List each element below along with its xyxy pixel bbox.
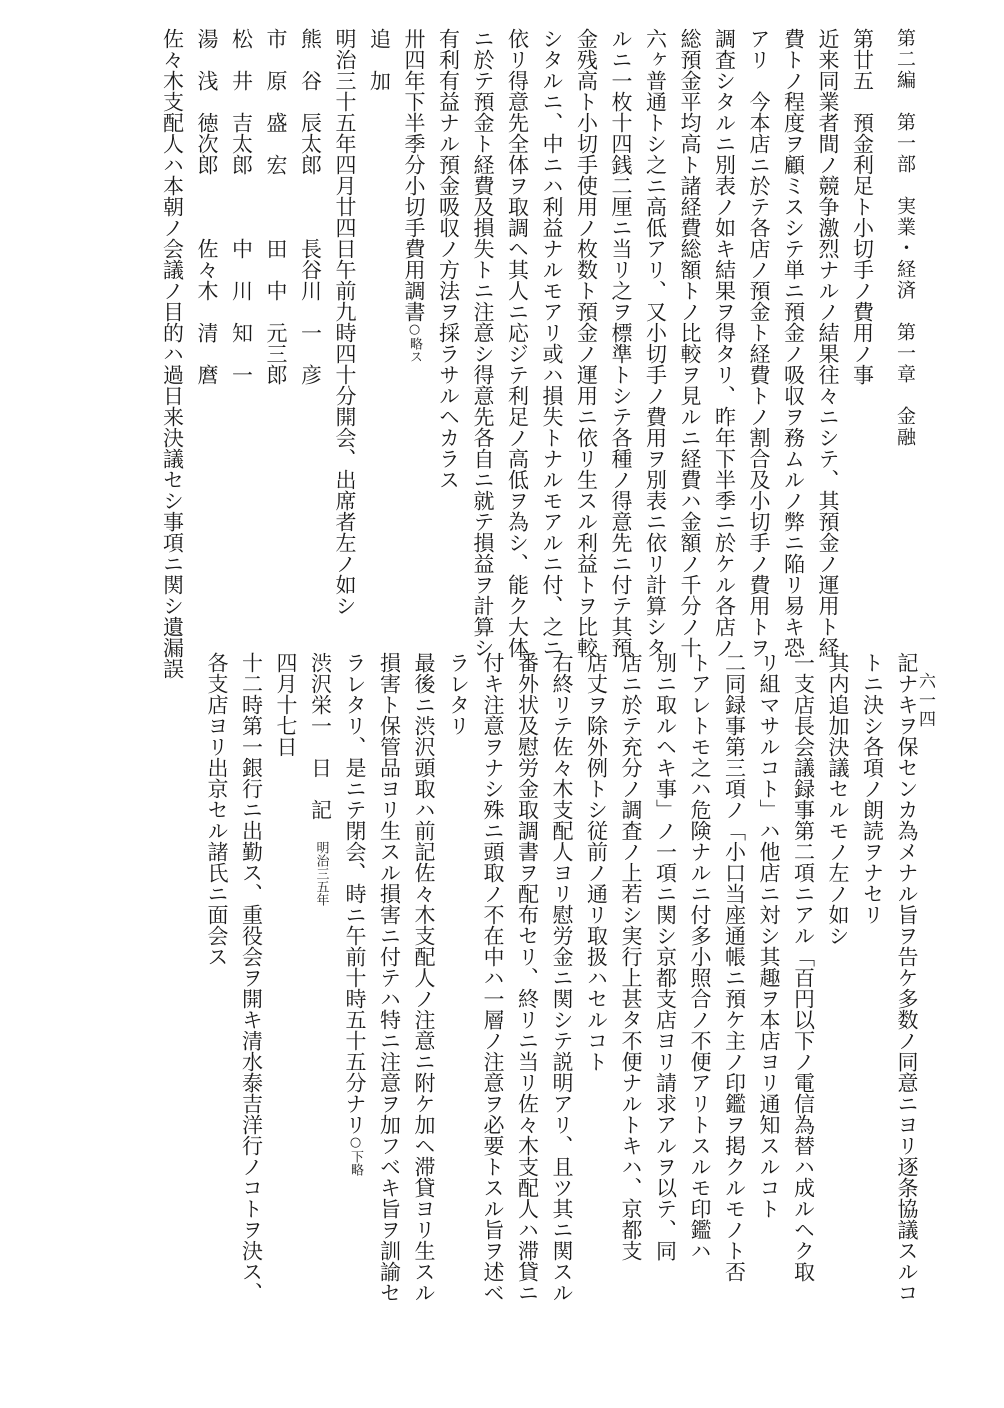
text-column: 近来同業者間ノ競争激烈ナルノ結果往々ニシテ、其預金ノ運用ト経: [816, 28, 840, 658]
attendee-row: 熊 谷 辰太郎 長谷川 一 彦: [298, 28, 323, 385]
text-column: 十二時第一銀行ニ出勤ス、重役会ヲ開キ清水泰吉洋行ノコトヲ決ス、: [239, 652, 264, 1303]
text-column: 番外状及慰労金取調書ヲ配布セリ、終リニ当リ佐々木支配人ハ滞貸ニ: [515, 652, 540, 1303]
omit-note: ○略ス: [407, 322, 422, 363]
text-column: 金残高ト小切手使用ノ枚数ト預金ノ運用ニ依リ生スル利益トヲ比較: [574, 28, 599, 658]
section-heading: 第廿五 預金利足ト小切手ノ費用ノ事: [850, 28, 875, 385]
addendum-heading: 追 加: [367, 28, 392, 91]
text-column: 店丈ヲ除外例トシ従前ノ通リ取扱ハセルコト: [584, 652, 609, 1072]
text-column: 別ニ取ルヘキ事」ノ一項ニ関シ京都支店ヨリ請求アルヲ以テ、同: [653, 652, 678, 1261]
text-column: ラレタリ: [446, 652, 471, 736]
text-column: 各支店ヨリ出京セル諸氏ニ面会ス: [205, 652, 229, 967]
report-title-column: [397, 28, 432, 638]
text-column: トアレトモ之ハ危険ナルニ付多小照合ノ不便アリトスルモ印鑑ハ: [688, 652, 712, 1261]
diary-title: 渋沢栄一 日 記: [308, 652, 333, 820]
lower-text-block: [200, 652, 925, 1342]
text-column: 佐々木支配人ハ本朝ノ会議ノ目的ハ過日来決議セシ事項ニ関シ遺漏誤: [160, 28, 185, 679]
closing-column: [338, 652, 373, 1342]
attendee-row: 市 原 盛 宏 田 中 元三郎: [264, 28, 288, 385]
text-column: 最後ニ渋沢頭取ハ前記佐々木支配人ノ注意ニ附ケ加ヘ滞貸ヨリ生スル: [412, 652, 436, 1303]
upper-text-block: [155, 28, 922, 679]
text-column: アリ 今本店ニ於テ各店ノ預金ト経費トノ割合及小切手ノ費用トヲ: [747, 28, 771, 658]
closing-text: ラレタリ、是ニテ閉会、時ニ午前十時五十五分ナリ: [343, 652, 367, 1135]
page-number: 六一四: [915, 672, 935, 729]
text-column: ニ於テ預金ト経費及損失トニ注意シ得意先各自ニ就テ損益ヲ計算シ: [471, 28, 495, 658]
text-column: 付キ注意ヲナシ殊ニ頭取ノ不在中ハ一層ノ注意ヲ必要トスル旨ヲ述ベ: [481, 652, 505, 1303]
text-column: 費トノ程度ヲ顧ミスシテ単ニ預金ノ吸収ヲ務ムルノ弊ニ陥リ易キ恐: [781, 28, 806, 658]
attendee-row: 松 井 吉太郎 中 川 知 一: [229, 28, 254, 385]
text-column: 損害ト保管品ヨリ生スル損害ニ付テハ特ニ注意ヲ加フベキ旨ヲ訓諭セ: [377, 652, 402, 1303]
diary-date: 四月十七日: [274, 652, 298, 757]
diary-title-column: [303, 652, 338, 1342]
text-column: 一支店長会議録事第二項ニアル「百円以下ノ電信為替ハ成ルヘク取: [791, 652, 816, 1282]
text-column: 総預金平均高ト諸経費総額トノ比較ヲ見ルニ経費ハ金額ノ千分ノ十: [678, 28, 702, 658]
text-column: リ組マサルコト」ハ他店ニ対シ其趣ヲ本店ヨリ通知スルコト: [757, 652, 781, 1219]
running-head: 第二編 第一部 実業・経済 第一章 金融: [894, 28, 916, 448]
text-column: シタルニ、中ニハ利益ナルモアリ或ハ損失トナルモアルニ付、之ニ: [540, 28, 564, 658]
text-column: 有利有益ナル預金吸収ノ方法ヲ採ラサルヘカラス: [436, 28, 461, 490]
text-column: 六ヶ普通トシ之ニ高低アリ、又小切手ノ費用ヲ別表ニ依リ計算シタ: [643, 28, 668, 658]
text-column: 明治三十五年四月廿四日午前九時四十分開会、出席者左ノ如シ: [333, 28, 357, 616]
text-column: 其内追加決議セルモノ左ノ如シ: [826, 652, 850, 946]
attendee-row: 湯 浅 徳次郎 佐々木 清 麿: [195, 28, 219, 385]
omit-below-note: ○下略: [348, 1135, 363, 1176]
text-column: 二同録事第三項ノ「小口当座通帳ニ預ケ主ノ印鑑ヲ掲クルモノト否: [722, 652, 747, 1282]
text-column: ルニ一枚十四銭二厘ニ当リ之ヲ標準トシテ各種ノ得意先ニ付テ其預: [609, 28, 633, 658]
text-column: トニ決シ各項ノ朗読ヲナセリ: [860, 652, 885, 925]
text-column: 調査シタルニ別表ノ如キ結果ヲ得タリ、昨年下半季ニ於ケル各店ノ: [712, 28, 737, 658]
report-title: 卅四年下半季分小切手費用調書: [402, 28, 426, 322]
text-column: 依リ得意先全体ヲ取調ヘ其人ニ応ジテ利足ノ高低ヲ為シ、能ク大体: [505, 28, 530, 658]
text-column: 店ニ於テ充分ノ調査ノ上若シ実行上甚タ不便ナルトキハ、京都支: [619, 652, 643, 1261]
text-column: 右終リテ佐々木支配人ヨリ慰労金ニ関シテ説明アリ、且ツ其ニ関スル: [550, 652, 574, 1303]
text-column: 記ナキヲ保センカ為メナル旨ヲ告ケ多数ノ同意ニヨリ逐条協議スルコ: [895, 652, 919, 1303]
diary-year: 明治三五年: [313, 841, 329, 906]
